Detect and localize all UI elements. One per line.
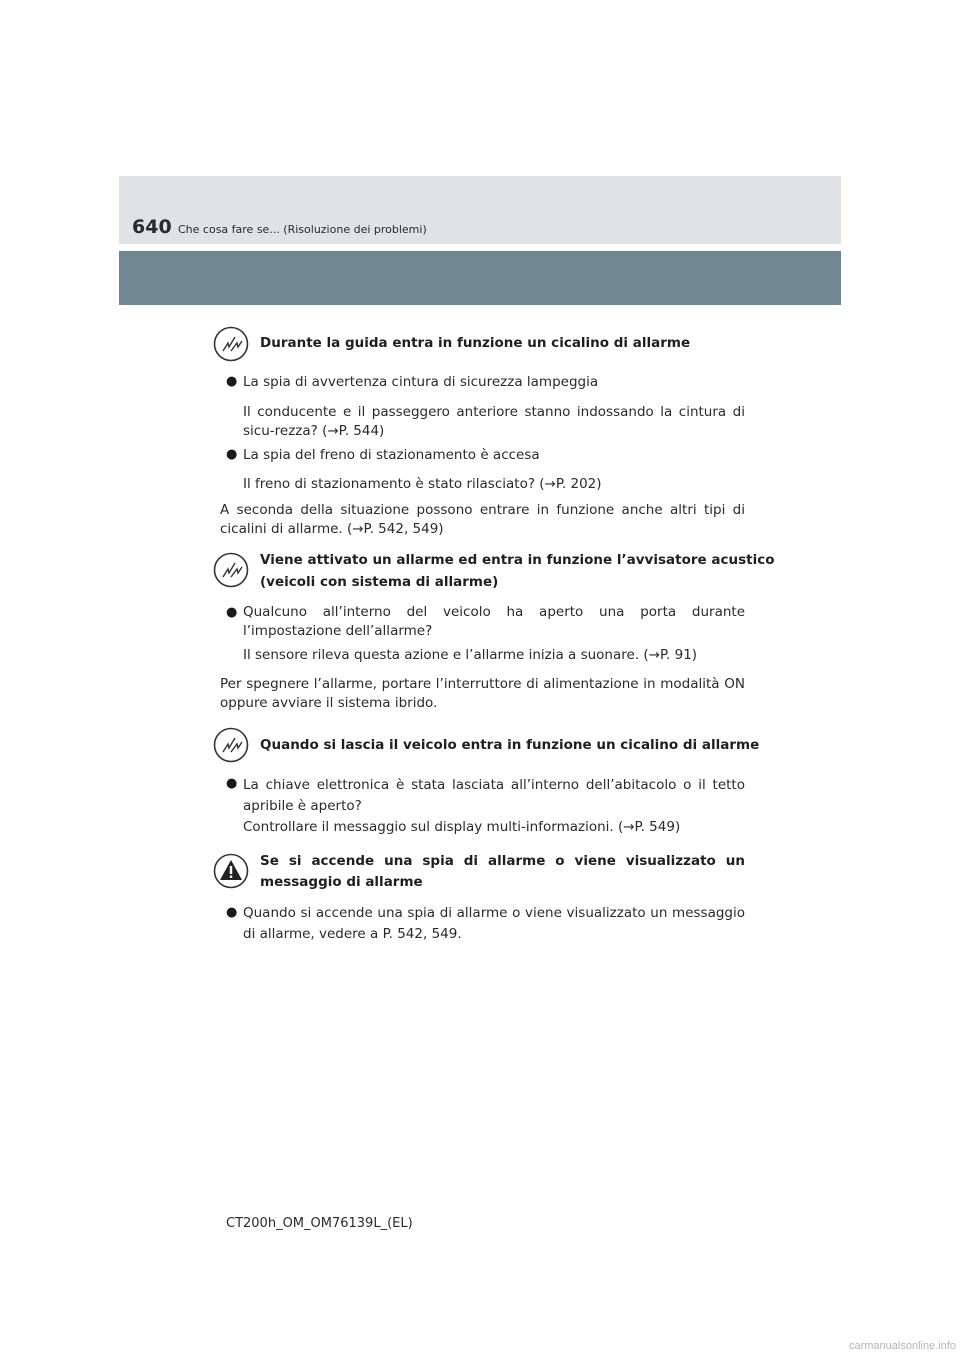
watermark: carmanualsonline.info	[848, 1340, 956, 1352]
section-heading: Viene attivato un allarme ed entra in funzione l’avvisatore acustico	[260, 552, 775, 568]
document-code: CT200h_OM_OM76139L_(EL)	[226, 1216, 413, 1231]
bullet-title: Qualcuno all’interno del veicolo ha aperto una porta durante l’impostazione dell’allarme?	[243, 604, 745, 639]
note-text: A seconda della situazione possono entrare in funzione anche altri tipi di cicalini di allarme. (→P. 542, 549)	[220, 502, 745, 537]
section-heading: Quando si lascia il veicolo entra in funzione un cicalino di allarme	[260, 737, 760, 753]
section-heading: Durante la guida entra in funzione un cicalino di allarme	[260, 335, 691, 351]
bullet-icon: ●	[226, 374, 238, 389]
warning-triangle-icon	[213, 853, 249, 889]
bullet-text: Il freno di stazionamento è stato rilasciato? (→P. 202)	[243, 476, 602, 492]
bullet-text: Quando si accende una spia di allarme o viene visualizzato un messaggio di allarme, vedere a P. 542, 549.	[243, 905, 745, 942]
page-number: 640	[132, 216, 172, 238]
caution-hand-icon	[213, 326, 249, 362]
bullet-title: La chiave elettronica è stata lasciata all’interno dell’abitacolo o il tetto apribile è aperto?	[243, 777, 745, 814]
section-heading-line2: (veicoli con sistema di allarme)	[260, 574, 499, 590]
section-bar	[119, 251, 841, 305]
bullet-text: Il conducente e il passeggero anteriore stanno indossando la cintura di sicu-rezza? (→P. 544)	[243, 404, 745, 439]
bullet-title: La spia di avvertenza cintura di sicurezza lampeggia	[243, 374, 599, 390]
chapter-title: Che cosa fare se... (Risoluzione dei problemi)	[178, 223, 427, 236]
bullet-icon: ●	[226, 605, 238, 620]
bullet-text: Il sensore rileva questa azione e l’allarme inizia a suonare. (→P. 91)	[243, 647, 698, 663]
bullet-icon: ●	[226, 447, 238, 462]
bullet-icon: ●	[226, 776, 238, 791]
bullet-text: Controllare il messaggio sul display multi-informazioni. (→P. 549)	[243, 819, 681, 835]
caution-hand-icon	[213, 552, 249, 588]
section-heading: Se si accende una spia di allarme o viene visualizzato un messaggio di allarme	[260, 853, 745, 890]
caution-hand-icon	[213, 727, 249, 763]
note-text: Per spegnere l’allarme, portare l’interruttore di alimentazione in modalità ON oppure avviare il sistema ibrido.	[220, 676, 745, 711]
bullet-icon: ●	[226, 905, 238, 920]
bullet-title: La spia del freno di stazionamento è accesa	[243, 447, 540, 463]
